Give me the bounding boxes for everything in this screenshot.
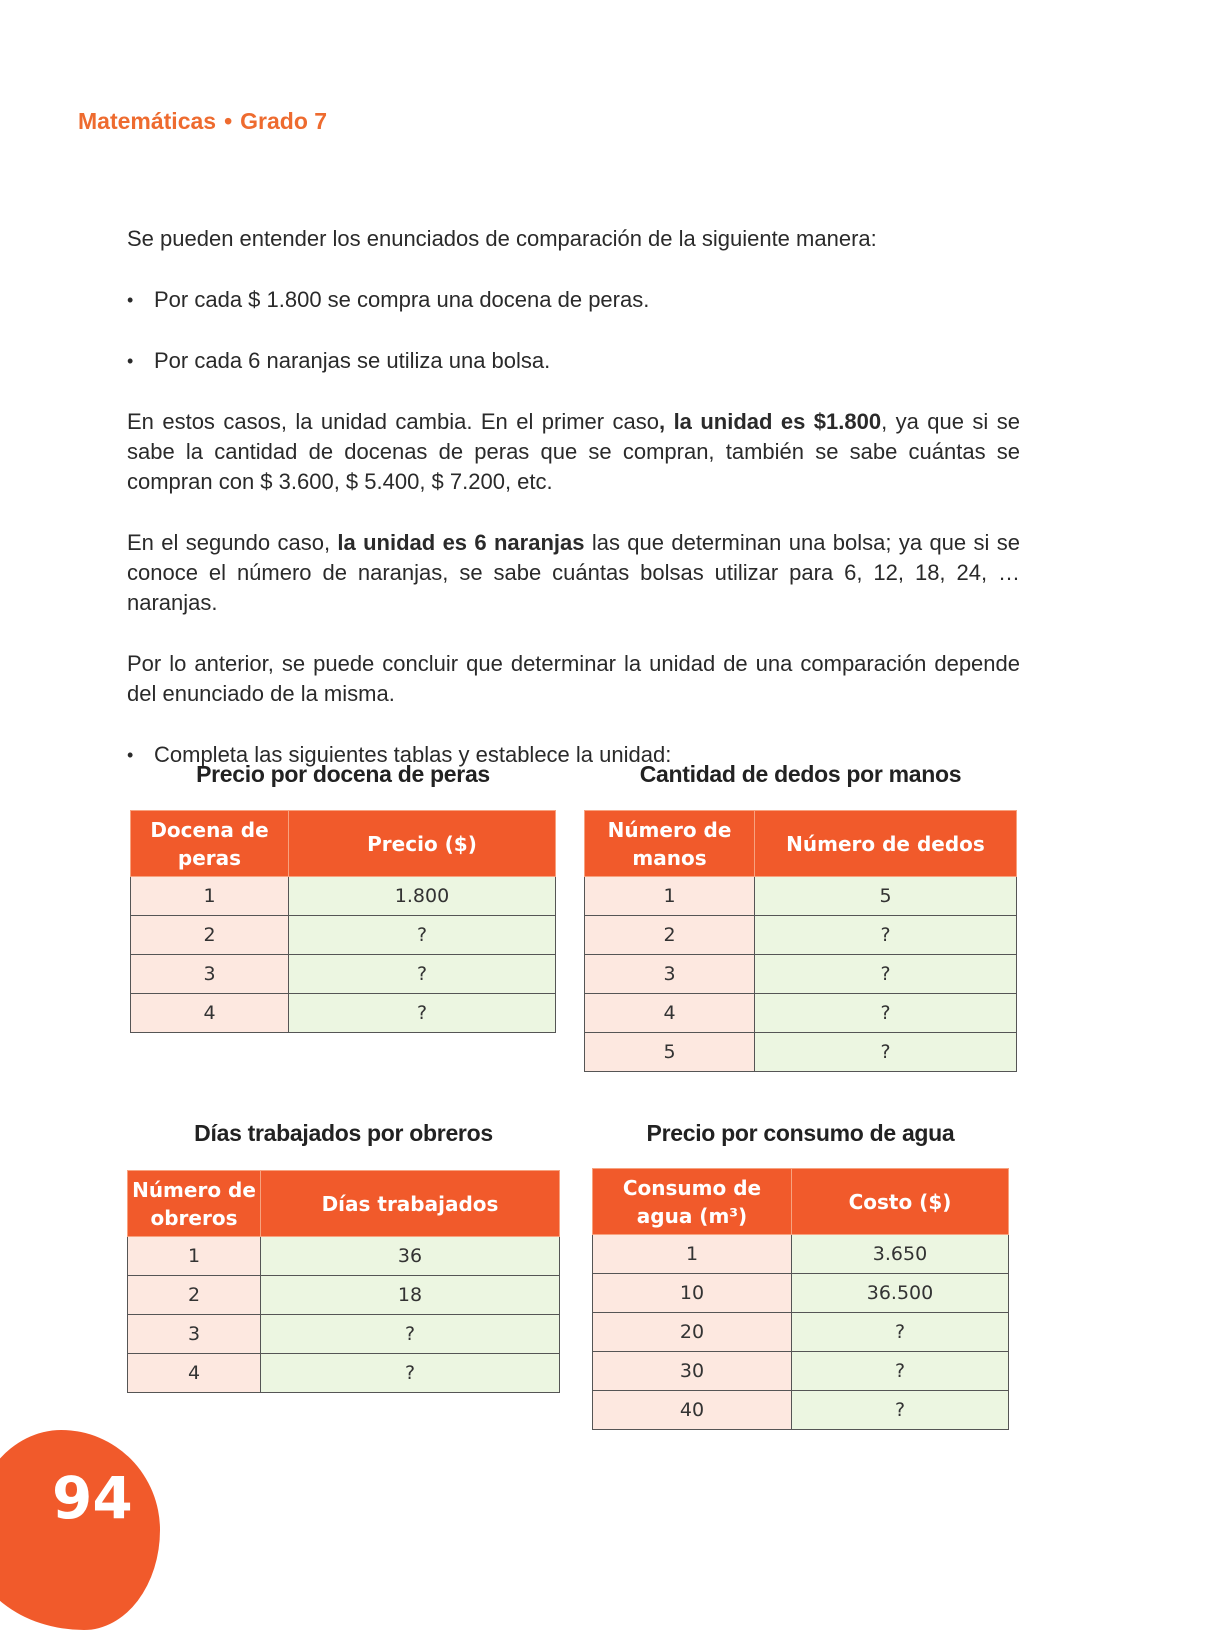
cell-quantity: 3 [131, 955, 289, 994]
cell-quantity: 20 [593, 1313, 792, 1352]
cell-quantity: 40 [593, 1391, 792, 1430]
col-header: Consumo de agua (m³) [593, 1169, 792, 1235]
header-separator: • [224, 108, 233, 134]
table-row [593, 1235, 1009, 1274]
paragraph-unit-second [127, 528, 1020, 618]
table-row [585, 955, 1017, 994]
instruction-bullet: • Completa las siguientes tablas y establece la unidad: [127, 740, 1020, 770]
cell-quantity: 30 [593, 1352, 792, 1391]
text-run: , ya que si se sabe la cantidad de docenas de peras que se compran, también se sabe cuántas se compran con $ 3.600, $ 5.400, $ 7.200, etc. [127, 409, 1020, 494]
cell-quantity: 1 [131, 877, 289, 916]
cell-quantity: 3 [128, 1315, 261, 1354]
cell-value: ? [792, 1313, 1009, 1352]
paragraph-unit-first [127, 407, 1020, 497]
subject-label: Matemáticas [78, 108, 217, 134]
table-title-agua: Precio por consumo de agua [646, 1120, 955, 1146]
cell-value: ? [289, 916, 556, 955]
col-header: Costo ($) [792, 1169, 1009, 1235]
cell-value: ? [261, 1315, 560, 1354]
cell-quantity: 5 [585, 1033, 755, 1072]
cell-value: ? [792, 1391, 1009, 1430]
table-row [131, 994, 556, 1033]
text-run: En el segundo caso, [127, 530, 338, 555]
cell-value: ? [289, 994, 556, 1033]
cell-value: 3.650 [792, 1235, 1009, 1274]
text-run: las que determinan una bolsa; ya que si se conoce el número de naranjas, se sabe cuántas bolsas utilizar para 6, 12, 18, 24, … naranjas. [127, 530, 1020, 615]
cell-quantity: 2 [131, 916, 289, 955]
bold-text: , la unidad es $1.800 [659, 409, 882, 434]
bullet-item: • Por cada 6 naranjas se utiliza una bolsa. [127, 346, 1020, 376]
col-header: Número de obreros [128, 1171, 261, 1237]
cell-value: ? [792, 1352, 1009, 1391]
table-row [128, 1315, 560, 1354]
cell-value: 5 [755, 877, 1017, 916]
table-row [593, 1274, 1009, 1313]
table-obreros [127, 1170, 560, 1393]
table-row [128, 1237, 560, 1276]
table-dedos [584, 810, 1017, 1072]
cell-value: 18 [261, 1276, 560, 1315]
bullet-item: • Por cada $ 1.800 se compra una docena de peras. [127, 285, 1020, 315]
text-run: En estos casos, la unidad cambia. En el primer caso [127, 409, 660, 434]
cell-value: ? [755, 1033, 1017, 1072]
page-header [78, 108, 327, 135]
cell-quantity: 2 [128, 1276, 261, 1315]
table-title-dedos: Cantidad de dedos por manos [639, 761, 962, 787]
cell-value: ? [755, 916, 1017, 955]
intro-paragraph: Se pueden entender los enunciados de comparación de la siguiente manera: [127, 226, 877, 251]
table-row [131, 877, 556, 916]
cell-quantity: 4 [585, 994, 755, 1033]
cell-value: ? [755, 955, 1017, 994]
cell-quantity: 10 [593, 1274, 792, 1313]
table-title-obreros: Días trabajados por obreros [194, 1120, 493, 1146]
cell-value: 36 [261, 1237, 560, 1276]
col-header: Docena de peras [131, 811, 289, 877]
body-text [127, 224, 1020, 801]
cell-value: 1.800 [289, 877, 556, 916]
page-number: 94 [52, 1464, 133, 1532]
bold-text: la unidad es 6 naranjas [337, 530, 585, 555]
table-row [131, 955, 556, 994]
table-row [585, 877, 1017, 916]
col-header: Número de dedos [755, 811, 1017, 877]
table-row [128, 1354, 560, 1393]
cell-value: ? [755, 994, 1017, 1033]
table-row [131, 916, 556, 955]
table-agua [592, 1168, 1009, 1430]
cell-quantity: 4 [131, 994, 289, 1033]
table-row [593, 1391, 1009, 1430]
table-title-peras: Precio por docena de peras [196, 761, 490, 787]
col-header: Número de manos [585, 811, 755, 877]
cell-quantity: 3 [585, 955, 755, 994]
table-row [128, 1276, 560, 1315]
table-row [585, 916, 1017, 955]
table-row [585, 994, 1017, 1033]
grade-label: Grado 7 [240, 108, 328, 134]
cell-quantity: 4 [128, 1354, 261, 1393]
table-row [585, 1033, 1017, 1072]
paragraph-conclusion: Por lo anterior, se puede concluir que determinar la unidad de una comparación depende del enunciado de la misma. [127, 651, 1020, 706]
table-peras [130, 810, 556, 1033]
cell-quantity: 1 [593, 1235, 792, 1274]
table-row [593, 1352, 1009, 1391]
page-number-badge [0, 1430, 160, 1630]
col-header: Precio ($) [289, 811, 556, 877]
col-header: Días trabajados [261, 1171, 560, 1237]
table-row [593, 1313, 1009, 1352]
cell-value: ? [261, 1354, 560, 1393]
cell-quantity: 2 [585, 916, 755, 955]
cell-quantity: 1 [585, 877, 755, 916]
cell-quantity: 1 [128, 1237, 261, 1276]
cell-value: ? [289, 955, 556, 994]
cell-value: 36.500 [792, 1274, 1009, 1313]
